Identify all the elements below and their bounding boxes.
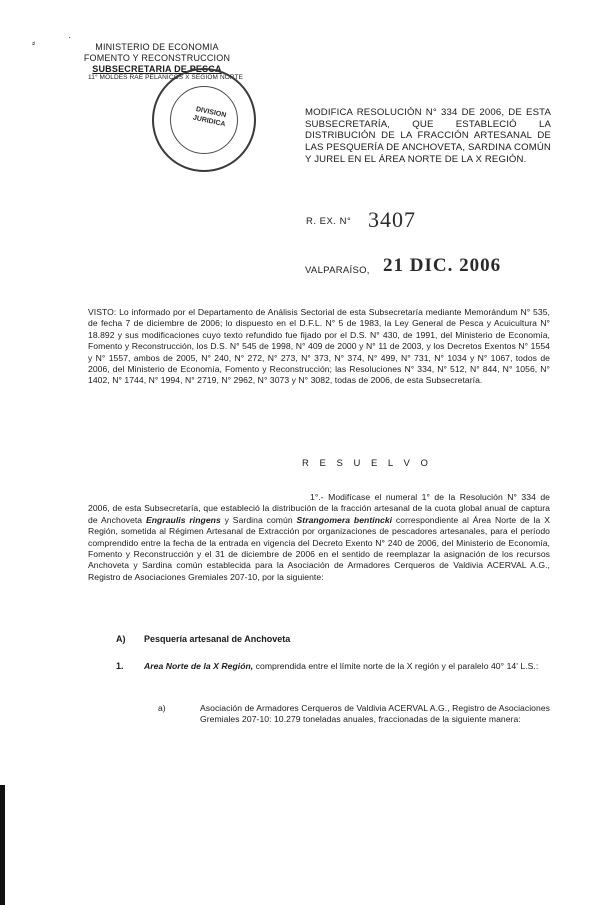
resolution-number: 3407	[368, 207, 416, 232]
species-anchoveta: Engraulis ringens	[145, 514, 221, 525]
species-sardina: Strangomera bentincki	[296, 514, 393, 525]
area-title: Area Norte de la X Región,	[144, 661, 254, 671]
office-reference: 11° MOLDES RAE PELANICOS X SEGIOM NORTE	[88, 74, 244, 81]
article-1-paragraph	[88, 492, 550, 583]
ministry-line: MINISTERIO DE ECONOMIA	[95, 42, 219, 52]
section-letter: A)	[116, 634, 126, 644]
sub-item-text: Asociación de Armadores Cerqueros de Valdivia ACERVAL A.G., Registro de Asociaciones Gremiales 207-10: 10.279 toneladas anuales, fraccionadas de la siguiente manera:	[200, 703, 550, 725]
division-stamp-text: DIVISION JURIDICA	[192, 105, 227, 129]
sub-item-letter: a)	[158, 703, 166, 713]
resolution-label: R. EX. N°	[306, 216, 352, 227]
visto-paragraph: VISTO: Lo informado por el Departamento de Análisis Sectorial de esta Subsecretaría mediante Memorándum N° 535, de fecha 7 de diciembre de 2006; lo dispuesto en el D.F.L. N° 5 de 1983, la Ley General de Pesca y Acuicultura N° 18.892 y sus modificaciones cuyo texto refundido fue fijado por el D.S. N° 430, de 1991, del Ministerio de Economía, Fomento y Reconstrucción, los D.S. N° 545 de 1998, N° 409 de 2000 y N° 11 de 2003, y los Decretos Exentos N° 1554 y N° 1557, ambos de 2005, N° 240, N° 272, N° 273, N° 373, N° 374, N° 499, N° 731, N° 1034 y N° 1067, todos de 2006, del Ministerio de Economía, Fomento y Reconstrucción; las Resoluciones N° 334, N° 512, N° 844, N° 1056, N° 1402, N° 1744, N° 1994, N° 2719, N° 2962, N° 3073 y N° 3082, todas de 2006, de esta Subsecretaría.	[88, 307, 550, 386]
article-1-rest: correspondiente al Área Norte de la X Región, sometida al Régimen Artesanal de Extracción por organizaciones de pescadores artesanales, para el período comprendido entre la fecha de la entrada en vigencia del Decreto Exento N° 240 de 2006, del Ministerio de Economía, Fomento y Reconstrucción y el 31 de diciembre de 2006 en el sentido de reemplazar la asignación de los recursos Anchoveta y Sardina común establecida para la Asociación de Armadores Cerqueros de Valdivia ACERVAL A.G., Registro de Asociaciones Gremiales 207-10, por la siguiente:	[88, 514, 551, 582]
document-title: MODIFICA RESOLUCIÓN N° 334 DE 2006, DE ESTA SUBSECRETARÍA, QUE ESTABLECIÓ LA DISTRIBUCIÓN DE LA FRACCIÓN ARTESANAL DE LAS PESQUERÍA DE ANCHOVETA, SARDINA COMÚN Y JUREL EN EL ÁREA NORTE DE LA X REGIÓN.	[305, 107, 551, 165]
scan-mark: ·	[68, 32, 72, 43]
date-stamp: 21 DIC. 2006	[383, 255, 502, 276]
subsecretaria-line: SUBSECRETARIA DE PESCA	[92, 64, 222, 74]
ministry-line-2: FOMENTO Y RECONSTRUCCION	[83, 53, 231, 63]
item-number: 1.	[116, 661, 124, 671]
scan-edge	[0, 785, 5, 905]
resuelvo-heading: R E S U E L V O	[302, 458, 432, 469]
section-title: Pesquería artesanal de Anchoveta	[144, 634, 291, 644]
area-paragraph	[144, 661, 550, 672]
article-1-mid: y Sardina común	[220, 514, 297, 525]
area-description: comprendida entre el límite norte de la X región y el paralelo 40° 14' L.S.:	[253, 661, 539, 671]
city: VALPARAÍSO,	[305, 265, 370, 276]
article-1-lead: 1°.- Modifícase el numeral 1° de la Resolución N° 334 de 2006, de esta Subsecretaría, que estableció la distribución de la fracción artesanal de la cuota global anual de captura de Anchoveta	[88, 492, 550, 525]
scan-mark: ⸗	[32, 38, 36, 49]
